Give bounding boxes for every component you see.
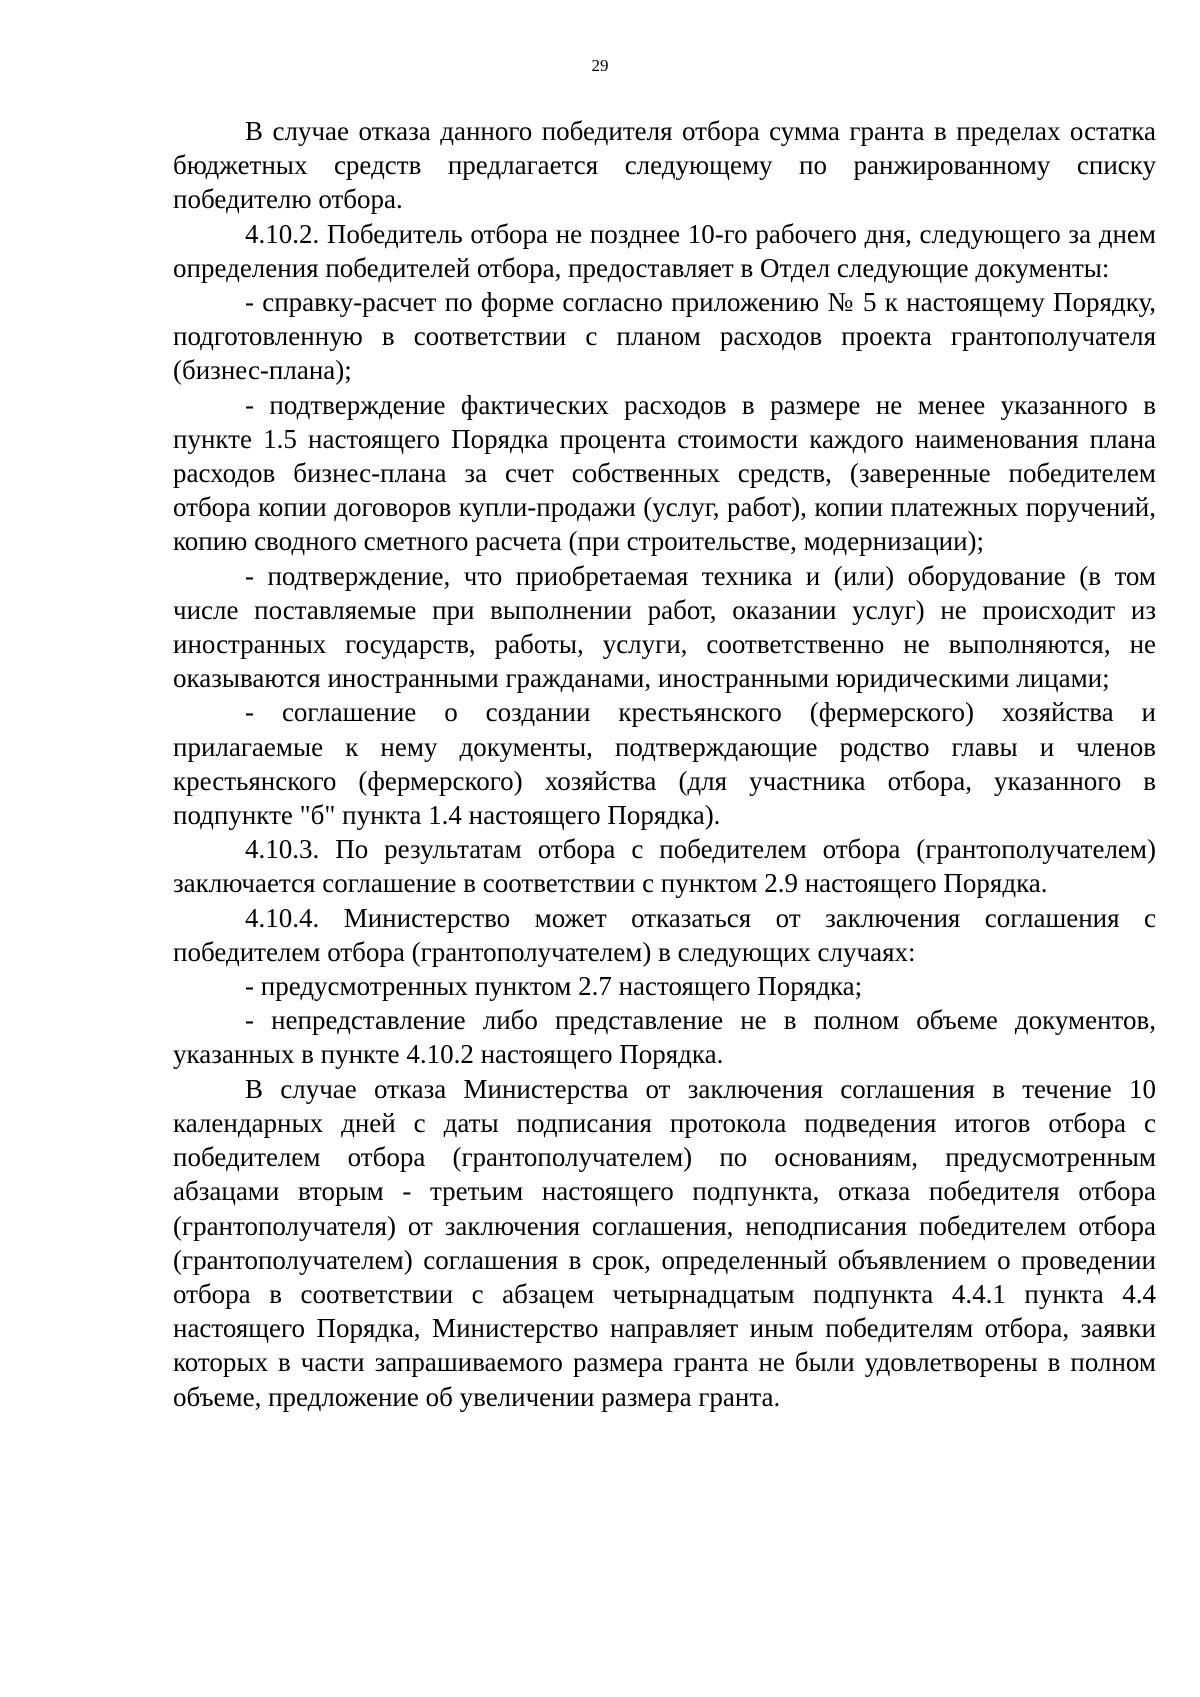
paragraph: - подтверждение фактических расходов в размере не менее указанного в пункте 1.5 настоящего Порядка процента стоимости каждого наименования плана расходов бизнес-плана за счет собственных средств, (заверенные победителем отбора копии договоров купли-продажи (услуг, работ), копии платежных поручений, копию сводного сметного расчета (при строительстве, модернизации);: [173, 389, 1156, 557]
paragraph: 4.10.4. Министерство может отказаться от заключения соглашения с победителем отбора (грантополучателем) в следующих случаях:: [173, 902, 1156, 967]
paragraph: 4.10.3. По результатам отбора с победителем отбора (грантополучателем) заключается соглашение в соответствии с пунктом 2.9 настоящего Порядка.: [173, 834, 1156, 899]
paragraph: 4.10.2. Победитель отбора не позднее 10-го рабочего дня, следующего за днем определения победителей отбора, предоставляет в Отдел следующие документы:: [173, 218, 1156, 283]
page-number: 29: [591, 56, 609, 75]
paragraph: - соглашение о создании крестьянского (фермерского) хозяйства и прилагаемые к нему документы, подтверждающие родство главы и членов крестьянского (фермерского) хозяйства (для участника отбора, указанного в подпункте "б" пункта 1.4 настоящего Порядка).: [173, 697, 1156, 831]
paragraph: - подтверждение, что приобретаемая техника и (или) оборудование (в том числе поставляемые при выполнении работ, оказании услуг) не происходит из иностранных государств, работы, услуги, соответственно не выполняются, не оказываются иностранными гражданами, иностранными юридическими лицами;: [173, 560, 1156, 694]
document-body: [173, 114, 1156, 1414]
paragraph: - справку-расчет по форме согласно приложению № 5 к настоящему Порядку, подготовленную в соответствии с планом расходов проекта грантополучателя (бизнес-плана);: [173, 287, 1156, 386]
paragraph: В случае отказа Министерства от заключения соглашения в течение 10 календарных дней с даты подписания протокола подведения итогов отбора с победителем отбора (грантополучателем) по основаниям, предусмотренным абзацами вторым - третьим настоящего подпункта, отказа победителя отбора (грантополучателя) от заключения соглашения, неподписания победителем отбора (грантополучателем) соглашения в срок, определенный объявлением о проведении отбора в соответствии с абзацем четырнадцатым подпункта 4.4.1 пункта 4.4 настоящего Порядка, Министерство направляет иным победителям отбора, заявки которых в части запрашиваемого размера гранта не были удовлетворены в полном объеме, предложение об увеличении размера гранта.: [173, 1073, 1156, 1412]
paragraph: В случае отказа данного победителя отбора сумма гранта в пределах остатка бюджетных средств предлагается следующему по ранжированному списку победителю отбора.: [173, 116, 1156, 215]
paragraph: - непредставление либо представление не в полном объеме документов, указанных в пункте 4.10.2 настоящего Порядка.: [173, 1005, 1156, 1070]
paragraph: - предусмотренных пунктом 2.7 настоящего Порядка;: [245, 971, 863, 1002]
